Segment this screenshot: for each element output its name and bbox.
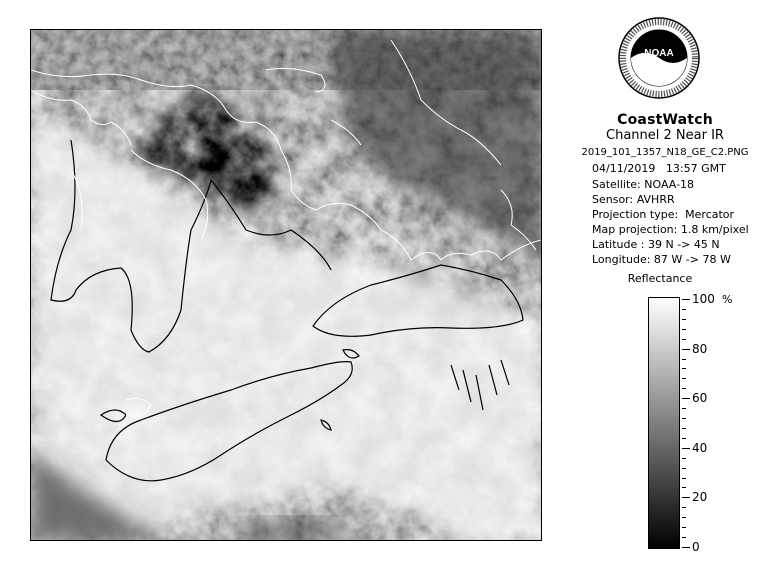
- colorbar-tick-label: 0: [692, 540, 700, 554]
- observation-datetime: 04/11/2019 13:57 GMT: [592, 162, 726, 175]
- colorbar-tick: [682, 497, 690, 498]
- colorbar-tick: [682, 359, 686, 360]
- colorbar-tick: [682, 339, 686, 340]
- colorbar-tick: [682, 458, 686, 459]
- colorbar-tick: [682, 547, 690, 548]
- colorbar-tick: [682, 537, 686, 538]
- channel-subtitle: Channel 2 Near IR: [606, 128, 724, 143]
- satellite-map: [30, 29, 542, 541]
- noaa-logo: [617, 16, 701, 100]
- colorbar-tick: [682, 309, 686, 310]
- colorbar-tick: [682, 487, 686, 488]
- file-name: 2019_101_1357_N18_GE_C2.PNG: [581, 147, 749, 158]
- colorbar-tick: [682, 527, 686, 528]
- colorbar-tick: [682, 517, 686, 518]
- colorbar-tick-label: 100: [692, 292, 715, 306]
- colorbar-tick: [682, 349, 690, 350]
- colorbar-tick: [682, 408, 686, 409]
- colorbar-tick: [682, 299, 690, 300]
- projection-type-label: Projection type: Mercator: [592, 208, 735, 221]
- colorbar-tick: [682, 329, 686, 330]
- colorbar-tick: [682, 438, 686, 439]
- colorbar-tick: [682, 478, 686, 479]
- colorbar-tick: [682, 418, 686, 419]
- colorbar-tick: [682, 319, 686, 320]
- colorbar-tick-label: 60: [692, 391, 708, 406]
- colorbar-tick: [682, 388, 686, 389]
- colorbar-tick: [682, 398, 690, 399]
- colorbar-tick-label: 80: [692, 341, 708, 356]
- colorbar-tick: [682, 448, 690, 449]
- map-projection-label: Map projection: 1.8 km/pixel: [592, 223, 749, 236]
- colorbar-tick: [682, 378, 686, 379]
- colorbar-tick: [682, 428, 686, 429]
- longitude-label: Longitude: 87 W -> 78 W: [592, 253, 731, 266]
- colorbar-tick: [682, 468, 686, 469]
- satellite-image: [31, 30, 542, 541]
- satellite-label: Satellite: NOAA-18: [592, 178, 695, 191]
- colorbar-tick: [682, 507, 686, 508]
- reflectance-colorbar: [648, 297, 680, 549]
- sensor-label: Sensor: AVHRR: [592, 193, 675, 206]
- colorbar-tick-label: 40: [692, 440, 708, 455]
- colorbar-tick: [682, 368, 686, 369]
- app-title: CoastWatch: [617, 112, 713, 128]
- legend-title: Reflectance: [627, 272, 693, 285]
- noaa-logo-text: NOAA: [644, 48, 674, 59]
- latitude-label: Latitude : 39 N -> 45 N: [592, 238, 720, 251]
- legend-unit: %: [722, 293, 733, 306]
- colorbar-tick-label: 20: [692, 490, 708, 505]
